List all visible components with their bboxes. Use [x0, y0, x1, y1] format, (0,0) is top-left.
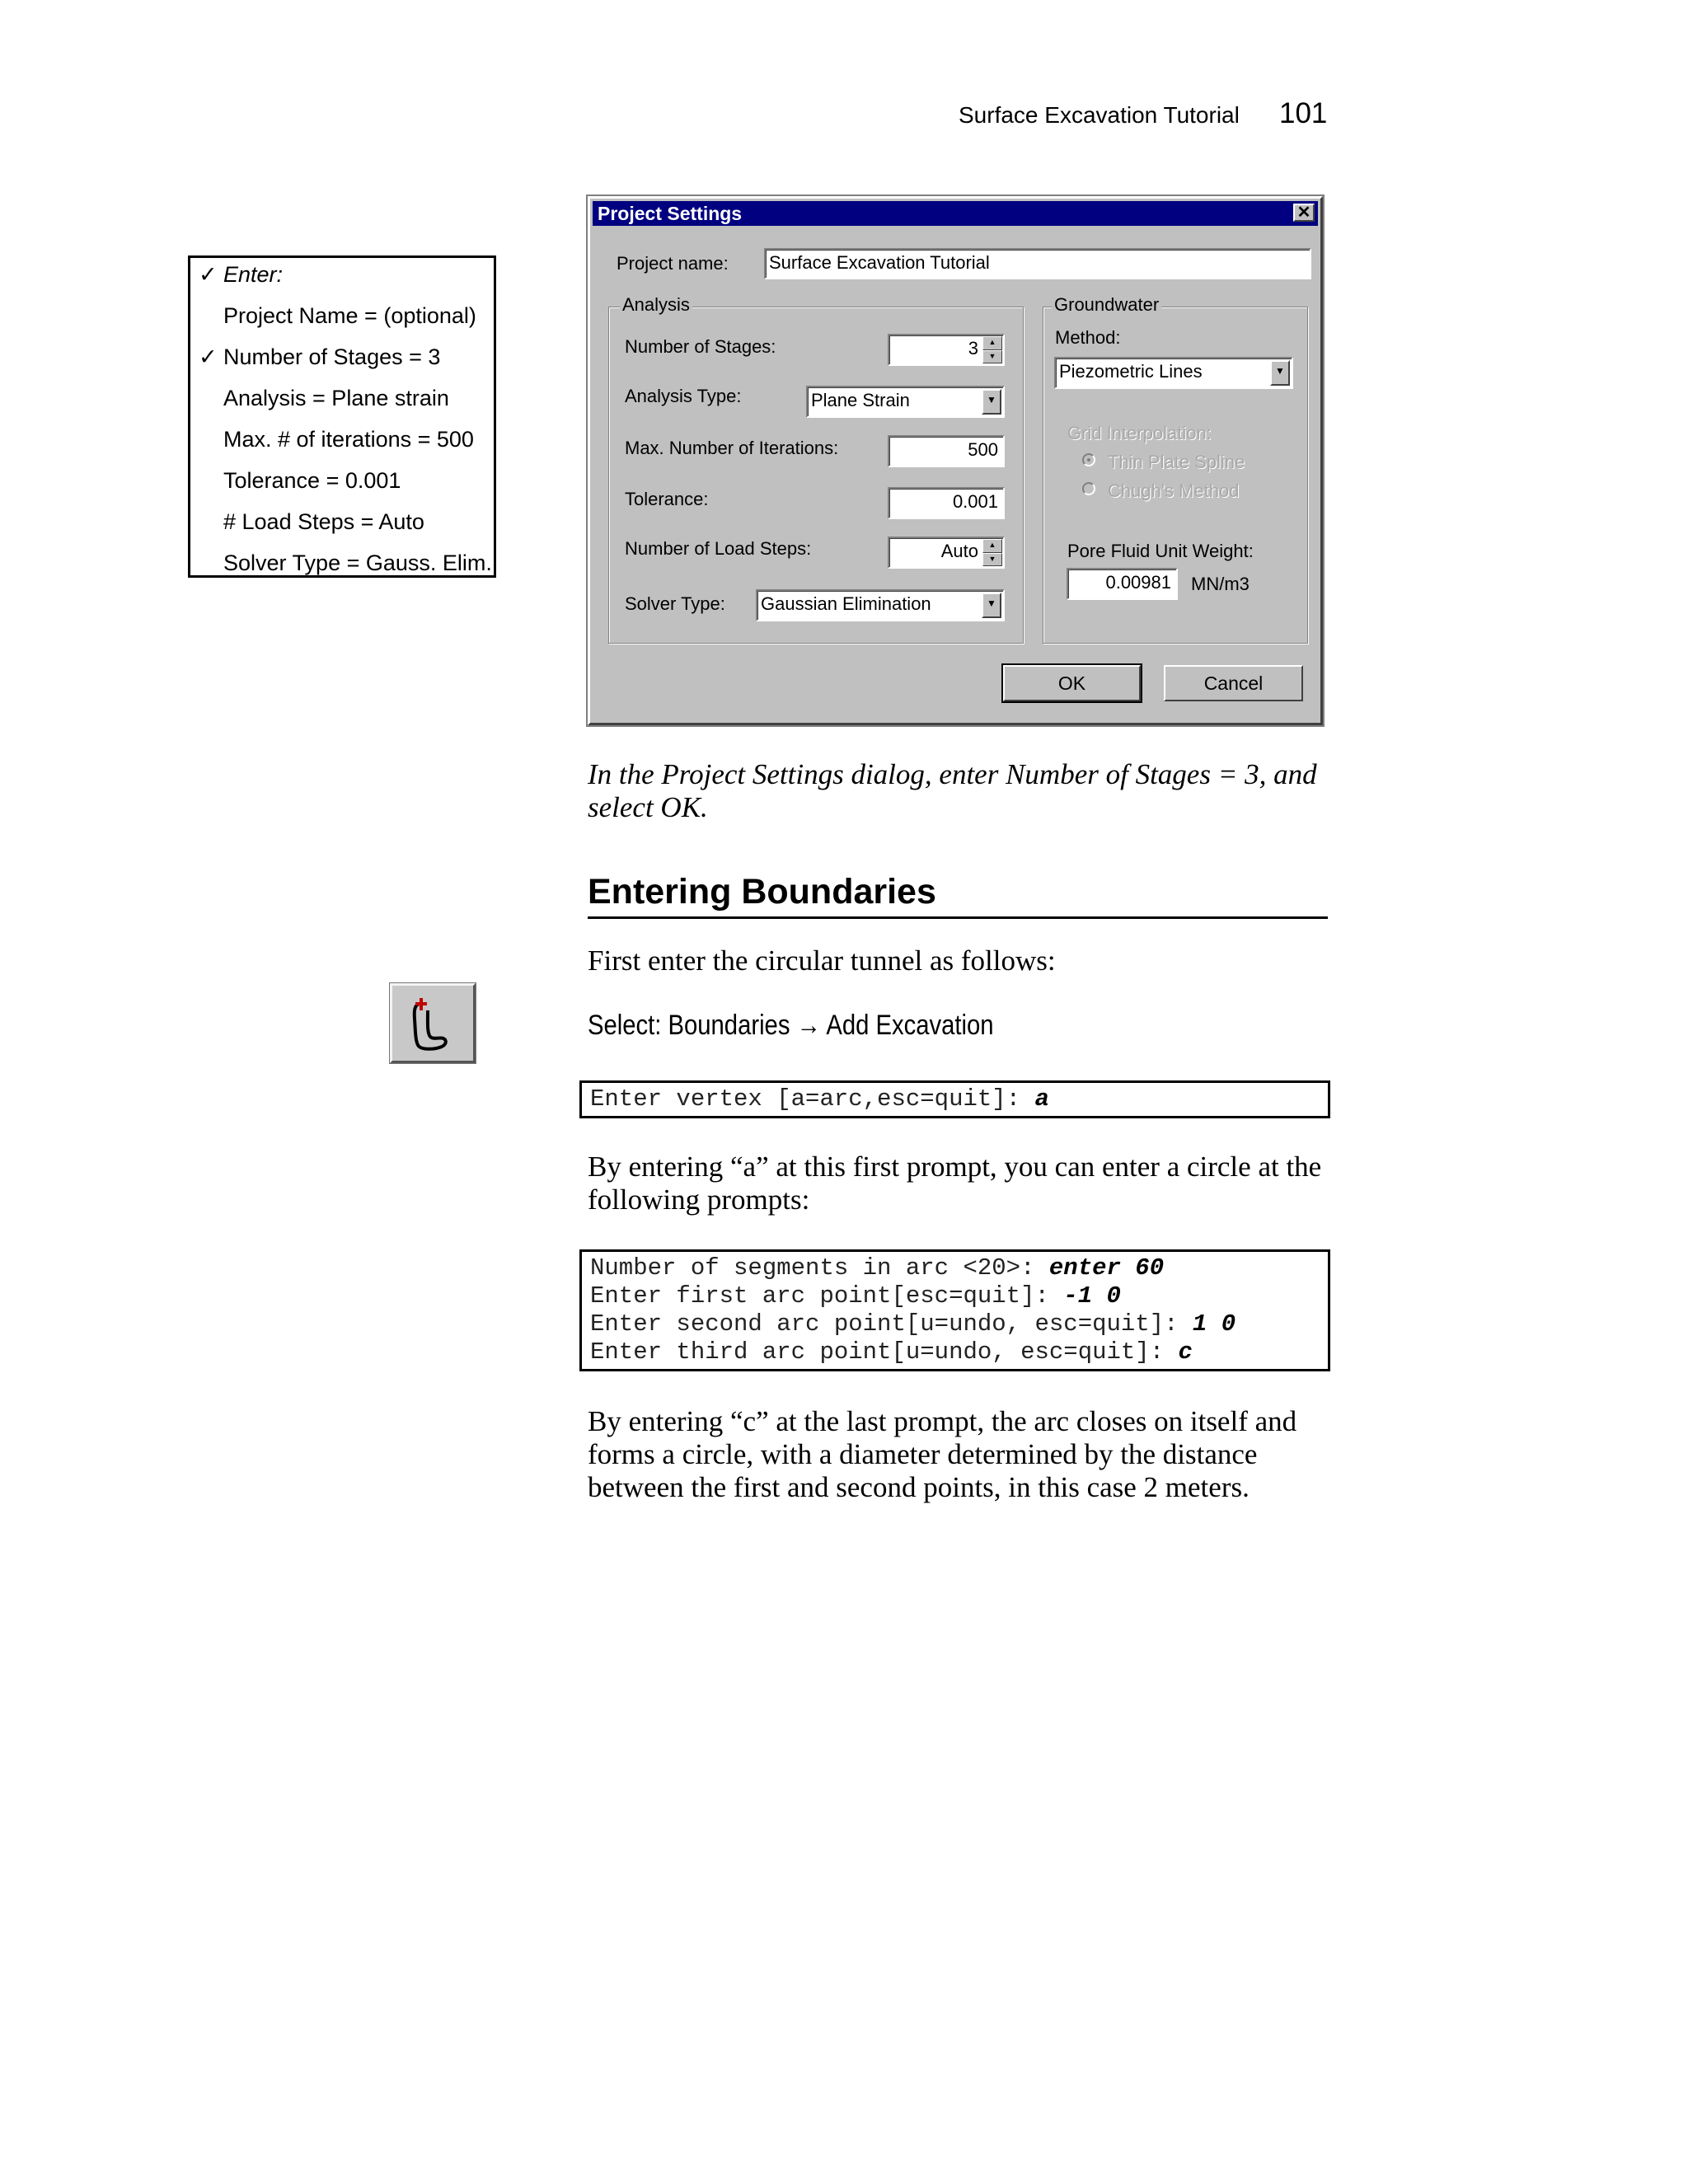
cancel-button[interactable]: Cancel — [1164, 665, 1303, 701]
select-instruction: Select: Boundaries → Add Excavation — [588, 1010, 994, 1041]
prompt-line: Enter first arc point[esc=quit]: -1 0 — [590, 1282, 1121, 1310]
analysis-type-select[interactable]: Plane Strain ▼ — [806, 386, 1005, 418]
dialog-titlebar — [593, 201, 1318, 226]
prompt-line: Enter third arc point[u=undo, esc=quit]: c — [590, 1338, 1193, 1366]
groundwater-method-select[interactable]: Piezometric Lines ▼ — [1054, 357, 1293, 389]
tolerance-label: Tolerance: — [625, 489, 709, 509]
project-name-label: Project name: — [617, 253, 729, 274]
figure-caption: In the Project Settings dialog, enter Number of Stages = 3, and select OK. — [588, 758, 1317, 823]
ok-button[interactable]: OK — [1003, 665, 1141, 701]
prompt-line: Enter vertex [a=arc,esc=quit]: a — [590, 1085, 1049, 1113]
stages-label: Number of Stages: — [625, 336, 776, 357]
unit-weight-input[interactable]: 0.00981 — [1067, 568, 1178, 600]
paragraph-circle-close: By entering “c” at the last prompt, the arc closes on itself and forms a circle, with a diameter determined by the distance between the first and second points, in this case 2 meters. — [588, 1405, 1297, 1503]
intro-paragraph: First enter the circular tunnel as follows: — [588, 944, 1056, 977]
spinner-arrows-icon[interactable]: ▲ ▼ — [982, 336, 1002, 363]
method-label: Method: — [1055, 327, 1121, 348]
command-prompt-box — [579, 1080, 1330, 1118]
close-icon[interactable]: ✕ — [1293, 204, 1315, 222]
thin-plate-radio[interactable] — [1082, 453, 1095, 466]
analysis-group-label: Analysis — [620, 294, 692, 316]
chugh-method-radio[interactable] — [1082, 482, 1095, 495]
dialog-title: Project Settings — [598, 203, 743, 224]
unit-weight-units: MN/m3 — [1191, 574, 1250, 594]
stages-spinner[interactable]: 3 ▲ ▼ — [888, 334, 1005, 366]
paragraph-arc-entry: By entering “a” at this first prompt, you can enter a circle at the following prompts: — [588, 1151, 1322, 1216]
chevron-down-icon[interactable]: ▼ — [982, 389, 1001, 415]
command-prompts-box — [579, 1249, 1330, 1371]
analysis-type-label: Analysis Type: — [625, 386, 742, 406]
chugh-method-label: Chugh's Method — [1108, 480, 1240, 501]
project-settings-dialog — [588, 196, 1323, 725]
chevron-down-icon[interactable]: ▼ — [1270, 360, 1290, 386]
iterations-input[interactable]: 500 — [888, 435, 1005, 467]
checkmark-icon: ✓ — [199, 344, 218, 369]
checkmark-icon: ✓ — [199, 262, 218, 287]
prompt-line: Enter second arc point[u=undo, esc=quit]: 1 0 — [590, 1310, 1236, 1338]
iterations-label: Max. Number of Iterations: — [625, 438, 839, 458]
section-heading: Entering Boundaries — [588, 872, 936, 912]
thin-plate-label: Thin Plate Spline — [1108, 452, 1245, 472]
page-number: 101 — [1279, 97, 1328, 129]
grid-interpolation-label: Grid Interpolation: — [1067, 423, 1212, 443]
tolerance-input[interactable]: 0.001 — [888, 487, 1005, 519]
spinner-arrows-icon[interactable]: ▲ ▼ — [982, 539, 1002, 566]
sidebar-checklist: ✓ Enter: Project Name = (optional) ✓ Number of Stages = 3 Analysis = Plane strain Max. # of iterations = 500 Tolerance = 0.001 # Load Steps = Auto Solver Type = Gauss. Elim. — [188, 255, 496, 578]
running-header-title: Surface Excavation Tutorial — [959, 102, 1240, 128]
heading-rule — [588, 916, 1328, 919]
solver-type-select[interactable]: Gaussian Elimination ▼ — [756, 589, 1005, 621]
load-steps-label: Number of Load Steps: — [625, 538, 812, 559]
prompt-line: Number of segments in arc <20>: enter 60 — [590, 1254, 1165, 1282]
chevron-down-icon[interactable]: ▼ — [982, 593, 1001, 618]
groundwater-group-label: Groundwater — [1052, 294, 1161, 316]
unit-weight-label: Pore Fluid Unit Weight: — [1067, 541, 1254, 561]
load-steps-spinner[interactable]: Auto ▲ ▼ — [888, 537, 1005, 569]
add-excavation-glyph — [392, 986, 473, 1061]
add-excavation-icon — [390, 983, 476, 1063]
project-name-input[interactable]: Surface Excavation Tutorial — [764, 248, 1311, 279]
solver-type-label: Solver Type: — [625, 593, 725, 614]
